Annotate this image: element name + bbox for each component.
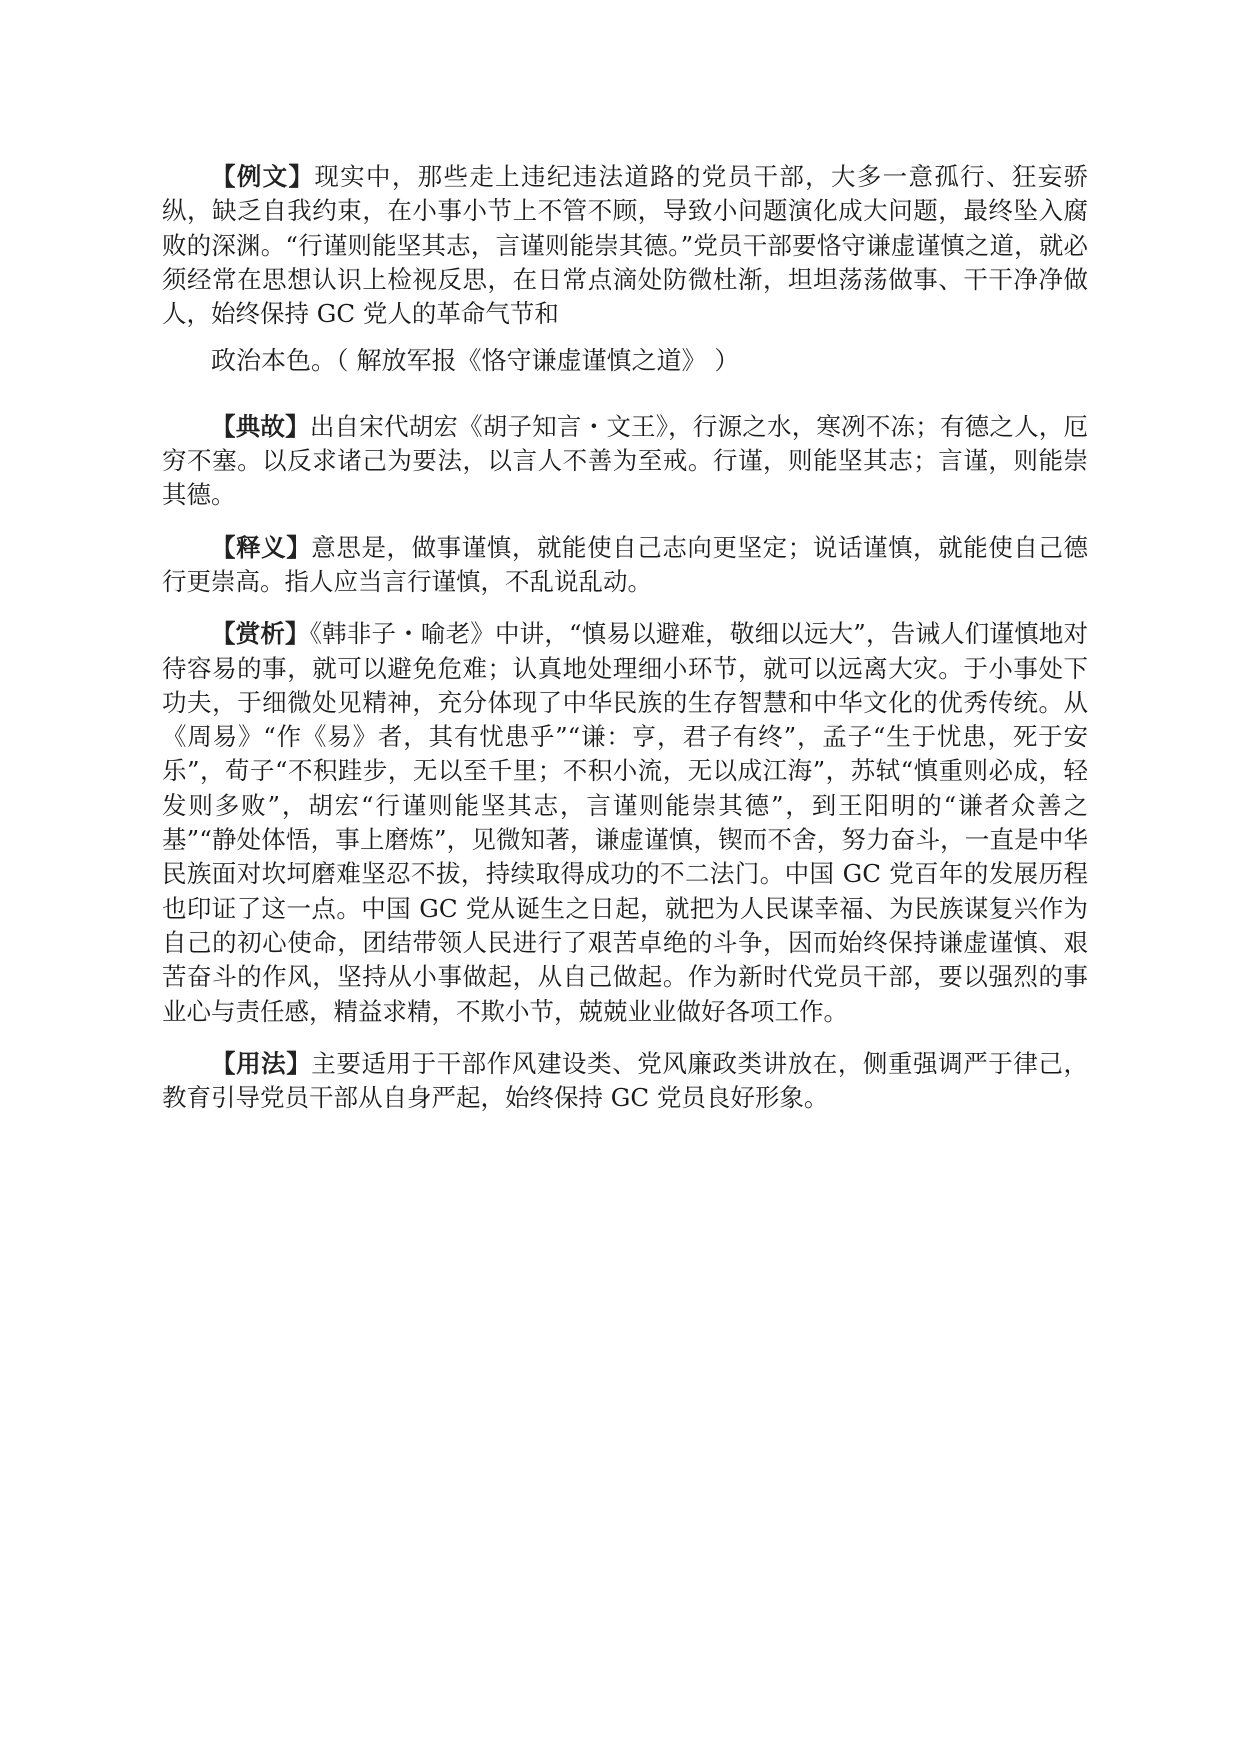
usage-paragraph [162,1047,1088,1116]
meaning-text: 意思是，做事谨慎，就能使自己志向更坚定；说话谨慎，就能使自己德行更崇高。指人应当言行谨慎，不乱说乱动。 [162,532,1088,596]
meaning-paragraph [162,531,1088,600]
example-text: 现实中，那些走上违纪违法道路的党员干部，大多一意孤行、狂妄骄纵，缺乏自我约束，在小事小节上不管不顾，导致小问题演化成大问题，最终坠入腐败的深渊。“行谨则能坚其志，言谨则能崇其德。”党员干部要恪守谦虚谨慎之道，就必须经常在思想认识上检视反思，在日常点滴处防微杜渐，坦坦荡荡做事、干干净净做人，始终保持 GC 党人的革命气节和 [162,162,1089,329]
example-source: （ 解放军报《恪守谦虚谨慎之道》 ） [336,346,740,376]
allusion-label: 【典故】 [211,411,310,441]
example-label: 【例文】 [211,162,315,191]
document-page [162,160,1088,1115]
usage-label: 【用法】 [211,1048,312,1078]
analysis-text: 《韩非子・喻老》中讲，“慎易以避难，敬细以远大”，告诫人们谨慎地对待容易的事，就可以避免危难；认真地处理细小环节，就可以远离大灾。于小事处下功夫，于细微处见精神，充分体现了中华民族的生存智慧和中华文化的优秀传统。从《周易》“作《易》者，其有忧患乎”“谦：亨，君子有终”，孟子“生于忧患，死于安乐”，荀子“不积跬步，无以至千里；不积小流，无以成江海”，苏轼“慎重则必成，轻发则多败”，胡宏“行谨则能坚其志，言谨则能崇其德”，到王阳明的“谦者众善之基”“静处体悟，事上磨炼”，见微知著，谦虚谨慎，锲而不舍，努力奋斗，一直是中华民族面对坎坷磨难坚忍不拔，持续取得成功的不二法门。中国 GC 党百年的发展历程也印证了这一点。中国 GC 党从诞生之日起，就把为人民谋幸福、为民族谋复兴作为自己的初心使命，团结带领人民进行了艰苦卓绝的斗争，因而始终保持谦虚谨慎、艰苦奋斗的作风，坚持从小事做起，从自己做起。作为新时代党员干部，要以强烈的事业心与责任感，精益求精，不欺小节，兢兢业业做好各项工作。 [162,619,1088,1026]
meaning-label: 【释义】 [211,532,312,562]
usage-text: 主要适用于干部作风建设类、党风廉政类讲放在，侧重强调严于律己，教育引导党员干部从自身严起，始终保持 GC 党员良好形象。 [162,1048,1088,1113]
analysis-paragraph [162,617,1088,1029]
allusion-paragraph [162,410,1088,513]
example-source-line [162,343,739,378]
example-tail: 政治本色。 [211,346,337,376]
allusion-text: 出自宋代胡宏《胡子知言・文王》，行源之水，寒冽不冻；有德之人，厄穷不塞。以反求诸己为要法，以言人不善为至戒。行谨，则能坚其志；言谨，则能崇其德。 [162,411,1088,510]
analysis-label: 【赏析】 [211,619,310,649]
example-paragraph [162,160,1088,379]
